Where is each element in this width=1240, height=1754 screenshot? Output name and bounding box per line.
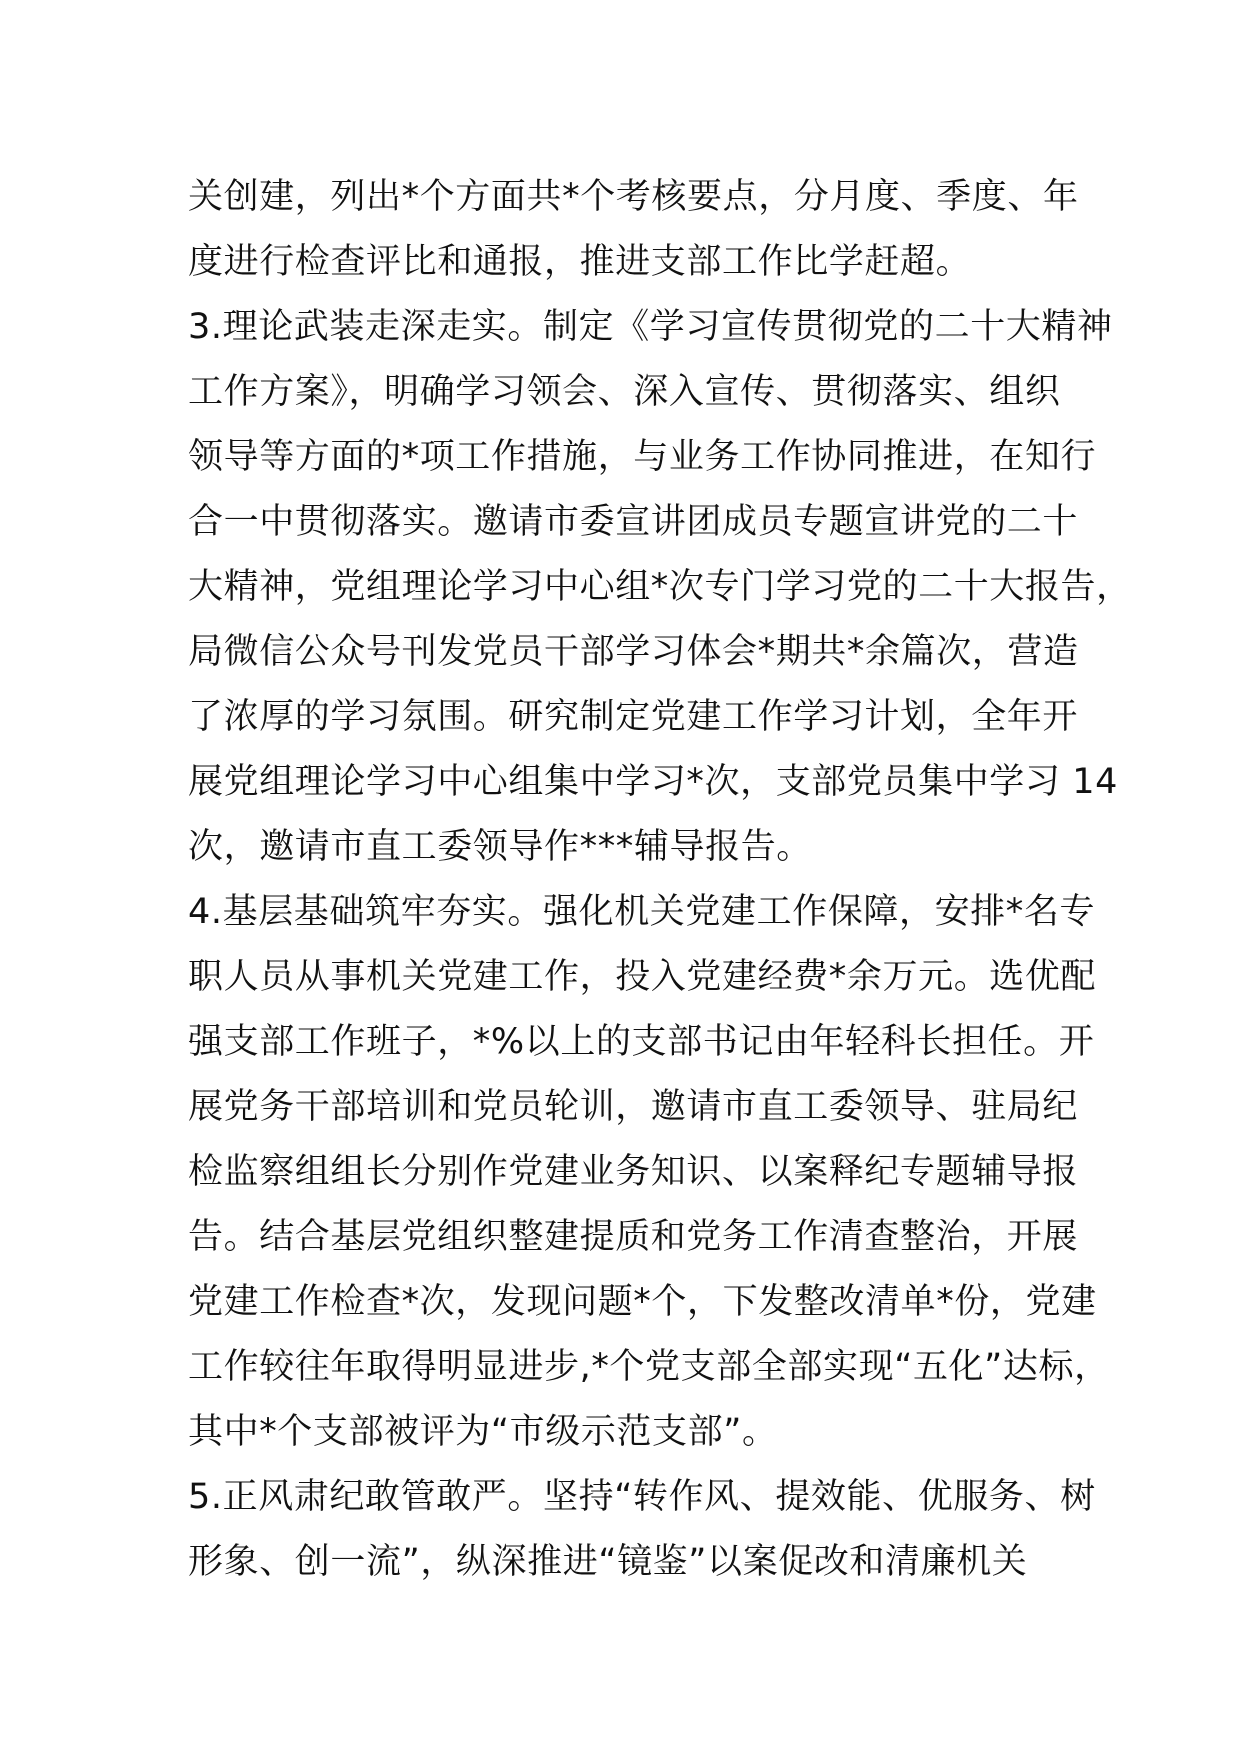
text-line: 工作方案》，明确学习领会、深入宣传、贯彻落实、组织 bbox=[188, 372, 1061, 412]
text-line: 领导等方面的*项工作措施，与业务工作协同推进，在知行 bbox=[188, 437, 1097, 477]
text-line: 大精神，党组理论学习中心组*次专门学习党的二十大报告， bbox=[188, 567, 1132, 607]
text-line: 度进行检查评比和通报，推进支部工作比学赶超。 bbox=[188, 242, 972, 282]
text-line: 关创建，列出*个方面共*个考核要点，分月度、季度、年 bbox=[188, 177, 1079, 217]
text-line: 展党务干部培训和党员轮训，邀请市直工委领导、驻局纪 bbox=[188, 1087, 1079, 1127]
text-line: 3.理论武装走深走实。制定《学习宣传贯彻党的二十大精神 bbox=[188, 307, 1113, 347]
text-line: 局微信公众号刊发党员干部学习体会*期共*余篇次，营造 bbox=[188, 632, 1079, 672]
text-line: 展党组理论学习中心组集中学习*次，支部党员集中学习 14 bbox=[188, 762, 1118, 802]
text-line: 强支部工作班子，*%以上的支部书记由年轻科长担任。开 bbox=[188, 1022, 1095, 1062]
text-line: 了浓厚的学习氛围。研究制定党建工作学习计划，全年开 bbox=[188, 697, 1079, 737]
text-line: 职人员从事机关党建工作，投入党建经费*余万元。选优配 bbox=[188, 957, 1097, 997]
text-line: 告。结合基层党组织整建提质和党务工作清查整治，开展 bbox=[188, 1217, 1079, 1257]
document-body bbox=[188, 165, 1132, 1595]
text-line: 其中*个支部被评为“市级示范支部”。 bbox=[188, 1412, 778, 1452]
text-line: 5.正风肃纪敢管敢严。坚持“转作风、提效能、优服务、树 bbox=[188, 1477, 1096, 1517]
text-line: 合一中贯彻落实。邀请市委宣讲团成员专题宣讲党的二十 bbox=[188, 502, 1079, 542]
text-line: 工作较往年取得明显进步,*个党支部全部实现“五化”达标， bbox=[188, 1347, 1110, 1387]
text-line: 检监察组组长分别作党建业务知识、以案释纪专题辅导报 bbox=[188, 1152, 1079, 1192]
text-line: 形象、创一流”，纵深推进“镜鉴”以案促改和清廉机关 bbox=[188, 1542, 1028, 1582]
text-line: 次，邀请市直工委领导作***辅导报告。 bbox=[188, 827, 812, 867]
text-line: 4.基层基础筑牢夯实。强化机关党建工作保障，安排*名专 bbox=[188, 892, 1096, 932]
text-line: 党建工作检查*次，发现问题*个，下发整改清单*份，党建 bbox=[188, 1282, 1097, 1322]
